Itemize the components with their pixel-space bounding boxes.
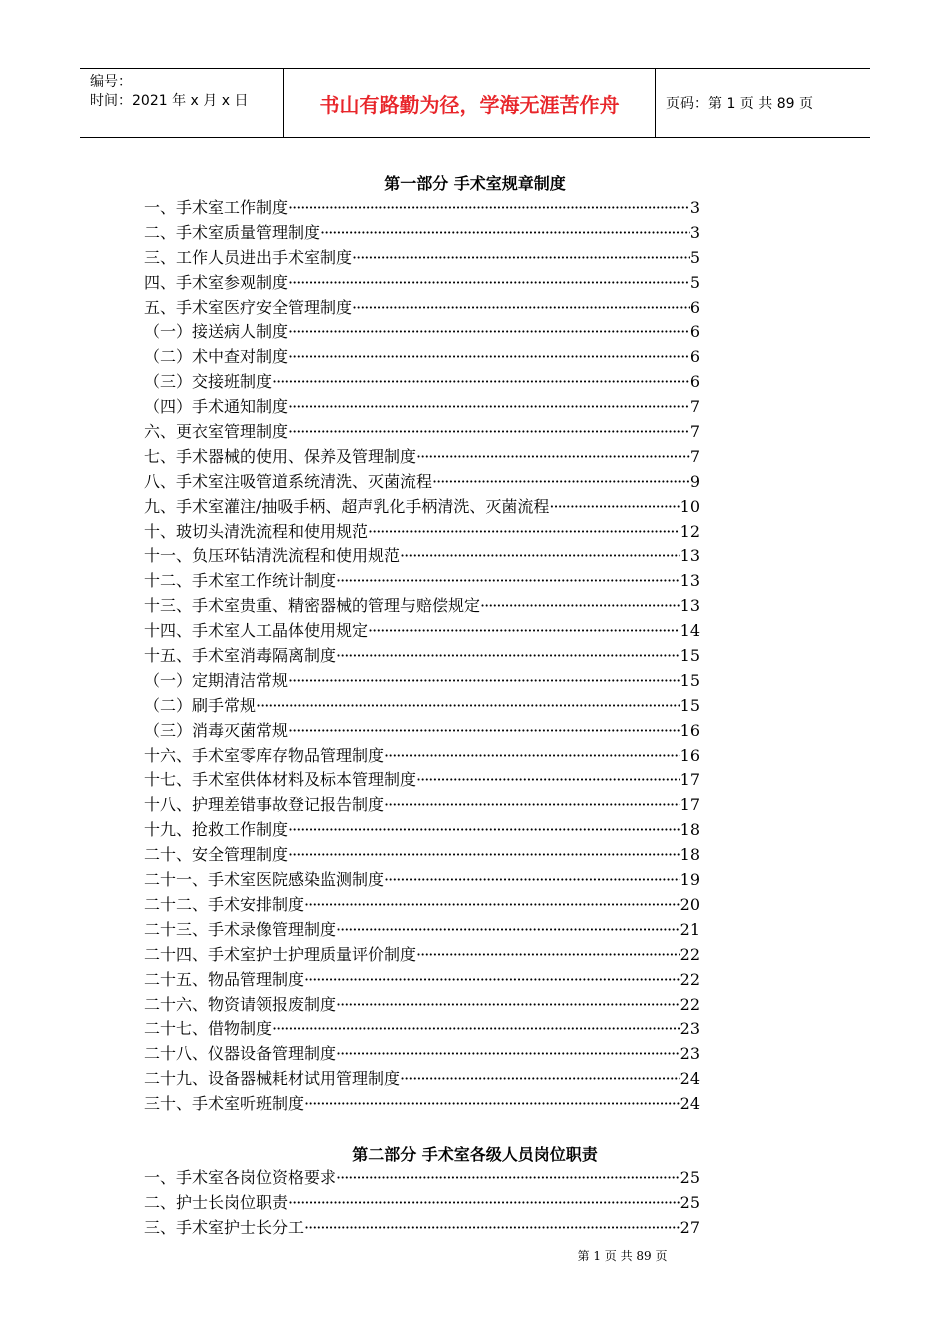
toc-leader-dots bbox=[549, 497, 679, 516]
toc-leader-dots bbox=[336, 1168, 680, 1187]
toc-entry-label: 二十八、仪器设备管理制度 bbox=[144, 1044, 337, 1064]
toc-entry-label: 一、手术室各岗位资格要求 bbox=[144, 1168, 337, 1187]
toc-entry bbox=[144, 643, 700, 668]
toc-leader-dots bbox=[304, 970, 680, 989]
toc-entry-label: 三、手术室护士长分工 bbox=[144, 1217, 305, 1237]
toc-leader-dots bbox=[272, 372, 690, 391]
toc-entry-label: 十、玻切头清洗流程和使用规范 bbox=[144, 521, 369, 541]
toc-entry-label: 十二、手术室工作统计制度 bbox=[144, 571, 337, 591]
toc-entry-label: 十三、手术室贵重、精密器械的管理与赔偿规定 bbox=[144, 596, 481, 616]
toc-entry-label: （一）接送病人制度 bbox=[144, 322, 289, 342]
toc-leader-dots bbox=[336, 571, 680, 590]
toc-entry-label: 二十一、手术室医院感染监测制度 bbox=[144, 870, 385, 890]
toc-entry bbox=[144, 543, 700, 568]
toc-entry bbox=[144, 195, 700, 220]
toc-entry-page: 6 bbox=[689, 297, 700, 317]
toc-entry-page: 25 bbox=[679, 1192, 700, 1212]
toc-entry-page: 12 bbox=[679, 521, 700, 541]
toc-entry bbox=[144, 1190, 700, 1215]
toc-entry bbox=[144, 1066, 700, 1091]
toc-entry-page: 16 bbox=[679, 745, 700, 765]
toc-entry-page: 5 bbox=[689, 247, 700, 267]
toc-entry-label: （二）术中查对制度 bbox=[144, 347, 289, 367]
toc-leader-dots bbox=[432, 472, 690, 491]
toc-entry-label: 二十三、手术录像管理制度 bbox=[144, 919, 337, 939]
toc-entry-page: 14 bbox=[679, 621, 700, 641]
toc-entry bbox=[144, 394, 700, 419]
toc-entry-page: 3 bbox=[689, 198, 700, 217]
toc-entry bbox=[144, 319, 700, 344]
toc-entry-label: （二）刷手常规 bbox=[144, 695, 257, 715]
toc-entry bbox=[144, 270, 700, 295]
toc-entry bbox=[144, 842, 700, 867]
toc-entry-label: 七、手术器械的使用、保养及管理制度 bbox=[144, 446, 417, 466]
toc-entry-label: （三）消毒灭菌常规 bbox=[144, 720, 289, 740]
toc-entry bbox=[144, 817, 700, 842]
toc-entry-label: 十四、手术室人工晶体使用规定 bbox=[144, 621, 369, 641]
toc-entry bbox=[144, 967, 700, 992]
toc-entry bbox=[144, 1016, 700, 1041]
toc-leader-dots bbox=[416, 447, 690, 466]
toc-leader-dots bbox=[480, 596, 680, 615]
toc-entry-label: （一）定期清洁常规 bbox=[144, 670, 289, 690]
toc-entry-label: 二十七、借物制度 bbox=[144, 1019, 273, 1039]
toc-entry-page: 7 bbox=[689, 397, 700, 417]
toc-leader-dots bbox=[416, 770, 680, 789]
toc-entry-label: 十八、护理差错事故登记报告制度 bbox=[144, 795, 385, 815]
toc-entry-label: 二十、安全管理制度 bbox=[144, 845, 289, 865]
toc-entry bbox=[144, 1091, 700, 1116]
toc-leader-dots bbox=[368, 522, 680, 541]
toc-entry-label: 二、手术室质量管理制度 bbox=[144, 222, 321, 242]
toc-entry bbox=[144, 1215, 700, 1240]
toc-entry bbox=[144, 494, 700, 519]
toc-leader-dots bbox=[288, 721, 680, 740]
toc-entry bbox=[144, 568, 700, 593]
toc-entry bbox=[144, 992, 700, 1017]
toc-leader-dots bbox=[288, 397, 690, 416]
toc-leader-dots bbox=[352, 248, 690, 267]
toc-entry bbox=[144, 593, 700, 618]
toc-entry-label: 二十六、物资请领报废制度 bbox=[144, 994, 337, 1014]
toc-entry-label: （四）手术通知制度 bbox=[144, 397, 289, 417]
toc-leader-dots bbox=[400, 1069, 680, 1088]
toc-leader-dots bbox=[384, 870, 680, 889]
header-motto: 书山有路勤为径，学海无涯苦作舟 bbox=[284, 69, 656, 137]
toc-entry bbox=[144, 1041, 700, 1066]
toc-leader-dots bbox=[336, 995, 680, 1014]
toc-entry bbox=[144, 767, 700, 792]
toc-leader-dots bbox=[304, 1218, 680, 1237]
toc-leader-dots bbox=[400, 546, 680, 565]
toc-entry-page: 27 bbox=[679, 1217, 700, 1237]
toc-leader-dots bbox=[336, 646, 680, 665]
toc-entry-page: 18 bbox=[679, 845, 700, 865]
toc-entry-page: 21 bbox=[679, 919, 700, 939]
toc-entry-page: 6 bbox=[689, 322, 700, 342]
toc-leader-dots bbox=[384, 795, 680, 814]
toc-leader-dots bbox=[288, 198, 690, 217]
toc-leader-dots bbox=[304, 895, 680, 914]
toc-entry-page: 15 bbox=[679, 695, 700, 715]
toc-entry-page: 20 bbox=[679, 894, 700, 914]
toc-entry bbox=[144, 369, 700, 394]
part1-title: 第一部分 手术室规章制度 bbox=[384, 174, 566, 193]
toc-entry-page: 25 bbox=[679, 1168, 700, 1187]
toc-entry bbox=[144, 743, 700, 768]
toc-entry-page: 15 bbox=[679, 670, 700, 690]
toc-entry-label: （三）交接班制度 bbox=[144, 372, 273, 392]
toc-entry-page: 17 bbox=[679, 795, 700, 815]
toc-entry bbox=[144, 668, 700, 693]
toc-entry-label: 五、手术室医疗安全管理制度 bbox=[144, 297, 353, 317]
toc-entry bbox=[144, 444, 700, 469]
toc-leader-dots bbox=[288, 322, 690, 341]
toc-entry bbox=[144, 867, 700, 892]
toc-entry bbox=[144, 295, 700, 320]
toc-entry bbox=[144, 469, 700, 494]
toc-entry bbox=[144, 892, 700, 917]
toc-entry-label: 三、工作人员进出手术室制度 bbox=[144, 247, 353, 267]
toc-entry-label: 六、更衣室管理制度 bbox=[144, 422, 289, 442]
toc-leader-dots bbox=[368, 621, 680, 640]
toc-entry bbox=[144, 942, 700, 967]
toc-entry bbox=[144, 419, 700, 444]
toc-entry-label: 四、手术室参观制度 bbox=[144, 272, 289, 292]
toc-leader-dots bbox=[288, 273, 690, 292]
toc-entry-page: 19 bbox=[679, 870, 700, 890]
toc-leader-dots bbox=[288, 671, 680, 690]
toc-entry-page: 22 bbox=[679, 994, 700, 1014]
document-header bbox=[80, 68, 870, 138]
toc-entry-page: 18 bbox=[679, 820, 700, 840]
toc-entry-page: 15 bbox=[679, 646, 700, 666]
toc-entry bbox=[144, 917, 700, 942]
toc-entry-page: 7 bbox=[689, 422, 700, 442]
time-label: 时间：2021 年 x 月 x 日 bbox=[90, 93, 249, 109]
toc-entry-page: 22 bbox=[679, 944, 700, 964]
toc-entry-page: 22 bbox=[679, 969, 700, 989]
toc-entry-page: 24 bbox=[679, 1094, 700, 1114]
toc-entry-page: 7 bbox=[689, 446, 700, 466]
toc-entry-page: 6 bbox=[689, 372, 700, 392]
toc-entry bbox=[144, 618, 700, 643]
toc-entry bbox=[144, 344, 700, 369]
toc-entry bbox=[144, 1165, 700, 1190]
toc-entry-label: 一、手术室工作制度 bbox=[144, 198, 289, 217]
toc-entry-page: 13 bbox=[679, 596, 700, 616]
toc-entry-page: 3 bbox=[689, 222, 700, 242]
toc-entry-label: 二十五、物品管理制度 bbox=[144, 969, 305, 989]
toc-leader-dots bbox=[336, 1044, 680, 1063]
toc-entry-label: 八、手术室注吸管道系统清洗、灭菌流程 bbox=[144, 471, 433, 491]
toc-leader-dots bbox=[272, 1019, 680, 1038]
toc-leader-dots bbox=[288, 820, 680, 839]
page-footer: 第 1 页 共 89 页 bbox=[577, 1249, 668, 1263]
toc-entry-page: 23 bbox=[679, 1019, 700, 1039]
toc-entry-page: 17 bbox=[679, 770, 700, 790]
toc-leader-dots bbox=[416, 945, 680, 964]
part2-title: 第二部分 手术室各级人员岗位职责 bbox=[352, 1145, 598, 1164]
part2-toc bbox=[144, 1165, 700, 1240]
toc-leader-dots bbox=[384, 746, 680, 765]
toc-entry-label: 三十、手术室听班制度 bbox=[144, 1094, 305, 1114]
toc-entry bbox=[144, 220, 700, 245]
toc-entry bbox=[144, 693, 700, 718]
header-meta bbox=[80, 69, 284, 137]
toc-entry-page: 13 bbox=[679, 546, 700, 566]
toc-entry-page: 16 bbox=[679, 720, 700, 740]
toc-entry bbox=[144, 245, 700, 270]
toc-entry-label: 十七、手术室供体材料及标本管理制度 bbox=[144, 770, 417, 790]
toc-entry-page: 5 bbox=[689, 272, 700, 292]
toc-entry-page: 13 bbox=[679, 571, 700, 591]
toc-entry-label: 二十二、手术安排制度 bbox=[144, 894, 305, 914]
toc-leader-dots bbox=[288, 845, 680, 864]
toc-leader-dots bbox=[304, 1094, 680, 1113]
toc-entry-page: 6 bbox=[689, 347, 700, 367]
toc-leader-dots bbox=[288, 422, 690, 441]
toc-entry-page: 9 bbox=[689, 471, 700, 491]
toc-entry-label: 十一、负压环钻清洗流程和使用规范 bbox=[144, 546, 401, 566]
toc-leader-dots bbox=[320, 223, 690, 242]
toc-leader-dots bbox=[288, 347, 690, 366]
toc-leader-dots bbox=[352, 298, 690, 317]
toc-leader-dots bbox=[336, 920, 680, 939]
toc-entry bbox=[144, 792, 700, 817]
toc-entry-page: 10 bbox=[679, 496, 700, 516]
toc-entry bbox=[144, 718, 700, 743]
part1-toc bbox=[144, 195, 700, 1116]
toc-entry bbox=[144, 519, 700, 544]
code-label: 编号： bbox=[90, 74, 132, 90]
toc-leader-dots bbox=[256, 696, 680, 715]
toc-entry-label: 十六、手术室零库存物品管理制度 bbox=[144, 745, 385, 765]
toc-entry-label: 二十四、手术室护士护理质量评价制度 bbox=[144, 944, 417, 964]
toc-entry-page: 23 bbox=[679, 1044, 700, 1064]
toc-entry-label: 二、护士长岗位职责 bbox=[144, 1192, 289, 1212]
toc-entry-label: 九、手术室灌注/抽吸手柄、超声乳化手柄清洗、灭菌流程 bbox=[144, 496, 550, 516]
toc-entry-label: 十九、抢救工作制度 bbox=[144, 820, 289, 840]
toc-entry-page: 24 bbox=[679, 1069, 700, 1089]
toc-entry-label: 十五、手术室消毒隔离制度 bbox=[144, 646, 337, 666]
toc-leader-dots bbox=[288, 1193, 680, 1212]
toc-entry-label: 二十九、设备器械耗材试用管理制度 bbox=[144, 1069, 401, 1089]
header-page-info: 页码：第 1 页 共 89 页 bbox=[666, 96, 813, 112]
